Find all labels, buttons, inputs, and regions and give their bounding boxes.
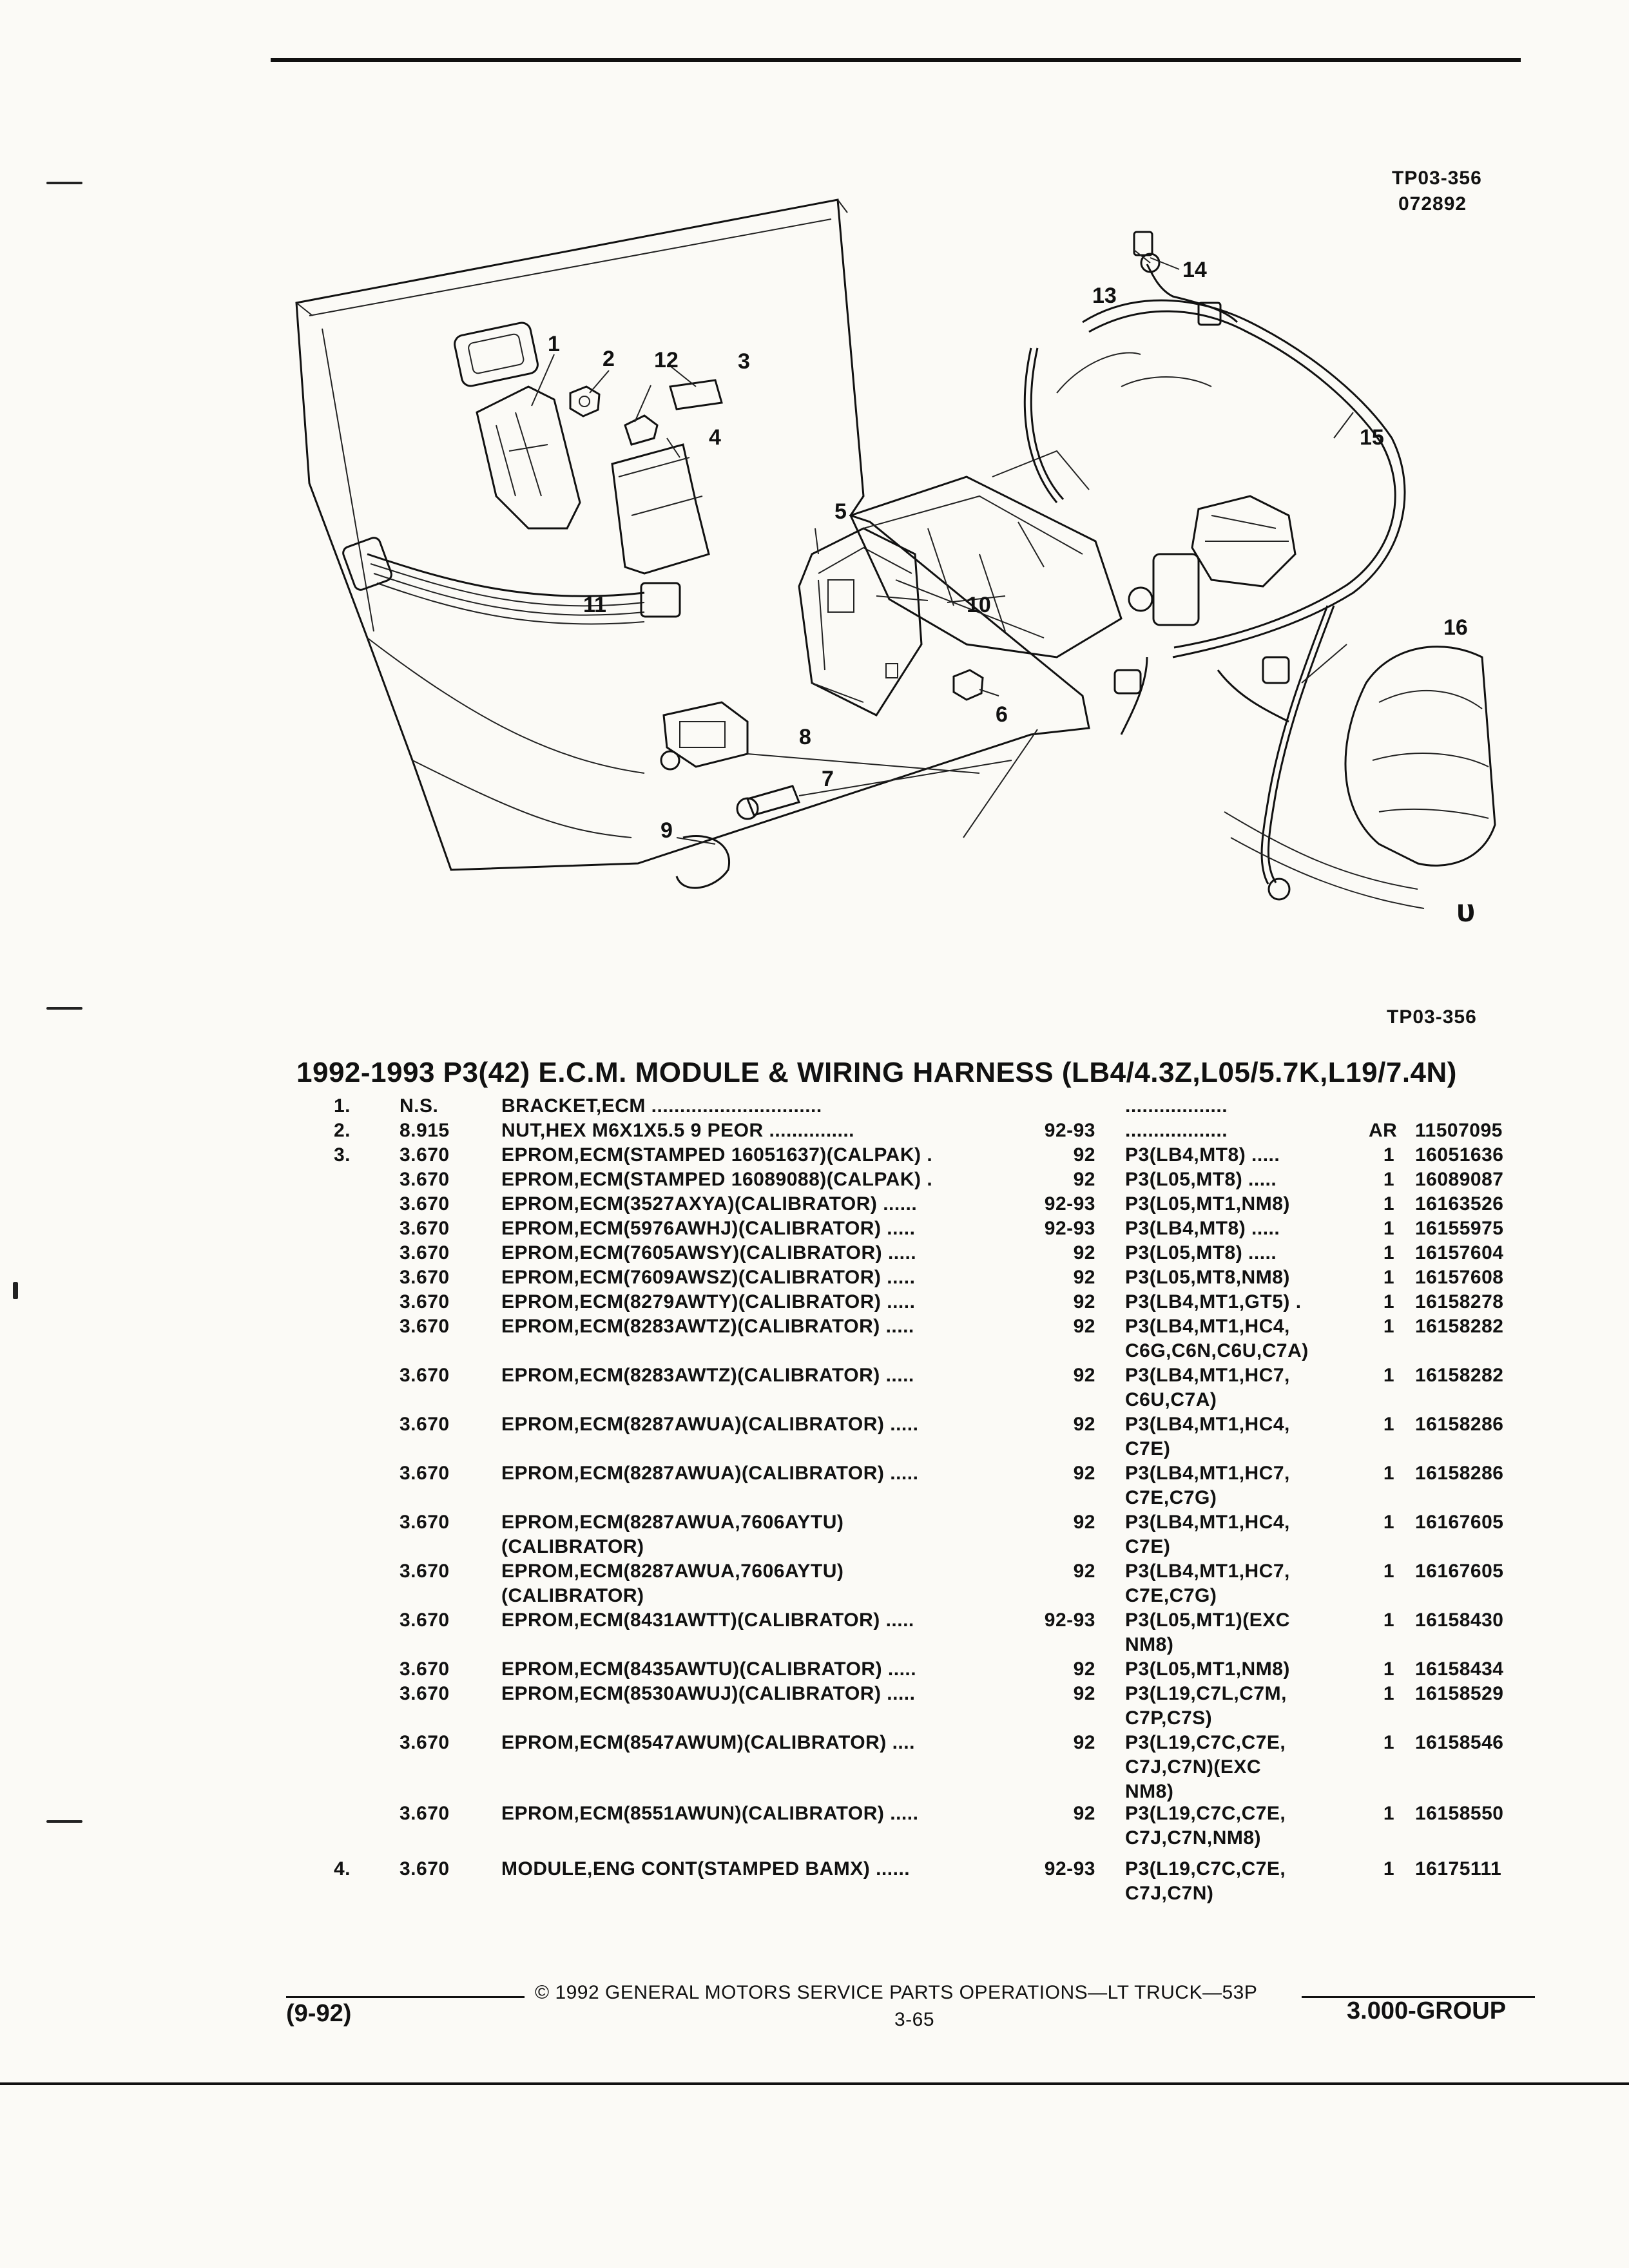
part-desc-name: EPROM [501,1414,574,1435]
corner-glyph: ᴜ [1456,892,1476,928]
group-code: 3.670 [400,1169,450,1190]
quantity: 1 [1383,1169,1394,1190]
margin-mark [46,1007,82,1010]
part-desc-rest: ,ECM(8431AWTT)(CALIBRATOR) [574,1610,880,1631]
part-desc-rest: ,ECM(7605AWSY)(CALIBRATOR) [574,1242,883,1264]
part-desc-rest: ,ECM(3527AXYA)(CALIBRATOR) [574,1193,878,1215]
group-code: 3.670 [400,1193,450,1215]
figure-date-code: 072892 [1398,193,1467,215]
part-desc-dots: ..... [882,1658,917,1680]
group-code: 3.670 [400,1803,450,1824]
part-description [501,1242,916,1264]
figure-ref-top: TP03-356 [1392,168,1482,189]
parts-row [0,1683,1629,1729]
model-year: 92 [1073,1267,1095,1288]
part-number: 16158286 [1415,1414,1504,1435]
part-description [501,1858,910,1880]
application-cont: NM8) [1125,1781,1174,1802]
part-desc-dots: ..... [880,1610,914,1631]
quantity: 1 [1383,1683,1394,1704]
quantity: 1 [1383,1144,1394,1166]
part-description [501,1463,918,1485]
part-desc-rest: ,ECM(5976AWHJ)(CALIBRATOR) [574,1218,882,1239]
application: P3(LB4,MT1,HC7, [1125,1365,1290,1386]
group-code: 3.670 [400,1561,450,1582]
part-number: 16167605 [1415,1561,1504,1582]
group-code: 3.670 [400,1732,450,1753]
part-description [501,1732,915,1754]
application: P3(L05,MT1,NM8) [1125,1658,1290,1680]
parts-row [0,1463,1629,1508]
group-code: 3.670 [400,1463,450,1484]
part-desc-name: EPROM [501,1242,574,1264]
part-desc-dots: ..... [881,1683,916,1704]
part-desc-rest: ,ECM(8283AWTZ)(CALIBRATOR) [574,1316,880,1337]
callout-12: 12 [654,348,679,372]
application: P3(LB4,MT1,HC4, [1125,1512,1290,1533]
quantity: 1 [1383,1316,1394,1337]
group-code: 3.670 [400,1858,450,1879]
part-desc-dots: ..... [881,1218,916,1239]
quantity: 1 [1383,1193,1394,1215]
part-desc-dots: ...... [877,1193,918,1215]
group-code: 3.670 [400,1683,450,1704]
quantity: 1 [1383,1732,1394,1753]
quantity: AR [1369,1120,1398,1141]
part-description [501,1267,915,1289]
application-cont: C6G,C6N,C6U,C7A) [1125,1340,1309,1361]
parts-row [0,1610,1629,1655]
part-desc-rest: ,ECM(8287AWUA)(CALIBRATOR) [574,1463,885,1484]
model-year: 92 [1073,1658,1095,1680]
part-number: 16158434 [1415,1658,1504,1680]
part-number: 16157604 [1415,1242,1504,1264]
application: P3(L19,C7C,C7E, [1125,1732,1286,1753]
part-number: 16158546 [1415,1732,1504,1753]
part-desc-dots: ..... [881,1291,916,1312]
application: P3(LB4,MT8) ..... [1125,1144,1280,1166]
exploded-view-diagram [284,193,1508,954]
callout-16: 16 [1443,615,1468,640]
part-number: 16158278 [1415,1291,1504,1312]
parts-row [0,1095,1629,1120]
model-year: 92 [1073,1365,1095,1386]
parts-row [0,1732,1629,1802]
application-cont: C7J,C7N,NM8) [1125,1827,1262,1849]
part-desc-name: EPROM [501,1561,574,1582]
part-description [501,1095,822,1117]
part-desc-name: EPROM [501,1144,574,1166]
callout-8: 8 [799,725,811,749]
group-code: 3.670 [400,1242,450,1264]
group-code: 3.670 [400,1512,450,1533]
group-code: 3.670 [400,1658,450,1680]
parts-row [0,1193,1629,1218]
part-desc-name: EPROM [501,1463,574,1484]
parts-row [0,1267,1629,1291]
part-desc-name: EPROM [501,1365,574,1386]
model-year: 92-93 [1044,1610,1095,1631]
model-year: 92-93 [1044,1193,1095,1215]
top-rule [271,58,1521,62]
application-cont: NM8) [1125,1634,1174,1655]
quantity: 1 [1383,1365,1394,1386]
application-cont: C7E,C7G) [1125,1487,1217,1508]
footer-page-number: 3-65 [894,2009,935,2030]
callout-4: 4 [709,425,721,450]
application: P3(L05,MT8) ..... [1125,1169,1277,1190]
part-desc-name: EPROM [501,1658,574,1680]
part-desc-name: EPROM [501,1193,574,1215]
part-desc-rest: ,ECM(8287AWUA,7606AYTU) [574,1561,844,1582]
item-number: 2. [334,1120,351,1141]
section-title: 1992-1993 P3(42) E.C.M. MODULE & WIRING HARNESS (LB4/4.3Z,L05/5.7K,L19/7.4N) [296,1057,1457,1088]
application: P3(LB4,MT1,HC7, [1125,1561,1290,1582]
item-number: 1. [334,1095,351,1117]
parts-row [0,1512,1629,1557]
model-year: 92-93 [1044,1120,1095,1141]
model-year: 92 [1073,1683,1095,1704]
part-desc-dots: ..... [881,1267,916,1288]
part-number: 16158430 [1415,1610,1504,1631]
application: P3(L05,MT8) ..... [1125,1242,1277,1264]
part-desc-rest: ,ECM(8283AWTZ)(CALIBRATOR) [574,1365,880,1386]
part-number: 16158529 [1415,1683,1504,1704]
callout-14: 14 [1182,258,1207,282]
quantity: 1 [1383,1414,1394,1435]
parts-row [0,1169,1629,1193]
model-year: 92-93 [1044,1858,1095,1879]
group-code: 3.670 [400,1291,450,1312]
part-description [501,1683,915,1705]
part-desc-dots: .... [886,1732,915,1753]
group-code: 3.670 [400,1414,450,1435]
quantity: 1 [1383,1291,1394,1312]
part-desc-dots: ..... [884,1414,919,1435]
part-description [501,1512,843,1533]
model-year: 92 [1073,1561,1095,1582]
parts-row [0,1658,1629,1683]
part-desc-name: EPROM [501,1610,574,1631]
quantity: 1 [1383,1858,1394,1879]
application-cont: C7J,C7N)(EXC [1125,1756,1262,1778]
part-desc-dots: ...... [870,1858,911,1879]
callout-5: 5 [834,499,847,524]
part-desc-name: EPROM [501,1732,574,1753]
part-desc-name: EPROM [501,1512,574,1533]
figure-ref-caption: TP03-356 [1387,1006,1477,1028]
part-desc-rest: ,ECM(8551AWUN)(CALIBRATOR) [574,1803,885,1824]
quantity: 1 [1383,1242,1394,1264]
parts-row [0,1218,1629,1242]
footer-date: (9-92) [286,2000,352,2027]
application: P3(L05,MT1)(EXC [1125,1610,1290,1631]
parts-row [0,1414,1629,1459]
part-desc-name: EPROM [501,1316,574,1337]
bottom-rule [0,2082,1629,2085]
parts-row [0,1858,1629,1904]
application: P3(LB4,MT1,HC7, [1125,1463,1290,1484]
application: P3(L05,MT8,NM8) [1125,1267,1290,1288]
quantity: 1 [1383,1803,1394,1824]
part-desc-rest: ,ECM(8547AWUM)(CALIBRATOR) [574,1732,887,1753]
model-year: 92 [1073,1316,1095,1337]
model-year: 92 [1073,1414,1095,1435]
part-description [501,1658,916,1680]
part-desc-rest: ,ECM(8287AWUA,7606AYTU) [574,1512,844,1533]
quantity: 1 [1383,1561,1394,1582]
model-year: 92 [1073,1291,1095,1312]
part-number: 16158550 [1415,1803,1504,1824]
part-description [501,1414,918,1436]
part-description [501,1120,854,1142]
part-desc-rest: ,ECM(STAMPED 16089088)(CALPAK) [574,1169,921,1190]
part-desc-name: MODULE [501,1858,587,1879]
callout-7: 7 [822,767,834,791]
application: P3(LB4,MT1,HC4, [1125,1414,1290,1435]
footer-group: 3.000-GROUP [1347,1997,1507,2024]
group-code: 3.670 [400,1267,450,1288]
part-desc-rest: ,ECM(8279AWTY)(CALIBRATOR) [574,1291,882,1312]
part-desc-dots: ............... [763,1120,855,1141]
part-desc-rest: ,ECM(STAMPED 16051637)(CALPAK) [574,1144,921,1166]
application-cont: C6U,C7A) [1125,1389,1217,1410]
part-desc-rest: ,ENG CONT(STAMPED BAMX) [587,1858,871,1879]
part-number: 16167605 [1415,1512,1504,1533]
callout-10: 10 [967,593,991,617]
application-cont: C7P,C7S) [1125,1707,1213,1729]
quantity: 1 [1383,1658,1394,1680]
part-desc-name: EPROM [501,1683,574,1704]
quantity: 1 [1383,1610,1394,1631]
parts-row [0,1242,1629,1267]
parts-row [0,1291,1629,1316]
application-cont: C7E,C7G) [1125,1585,1217,1606]
part-description [501,1291,915,1313]
application: P3(LB4,MT1,HC4, [1125,1316,1290,1337]
item-number: 4. [334,1858,351,1879]
application: P3(LB4,MT1,GT5) . [1125,1291,1302,1312]
part-desc-rest: ,HEX M6X1X5.5 9 PEOR [539,1120,764,1141]
part-desc-dots: . [921,1169,933,1190]
application: P3(LB4,MT8) ..... [1125,1218,1280,1239]
part-desc-dots: . [921,1144,933,1166]
application: .................. [1125,1120,1228,1141]
part-number: 16158286 [1415,1463,1504,1484]
part-number: 11507095 [1415,1120,1503,1141]
part-desc-rest: ,ECM [595,1095,646,1117]
part-desc-dots: ..... [882,1242,917,1264]
part-number: 16157608 [1415,1267,1504,1288]
model-year: 92 [1073,1512,1095,1533]
part-number: 16158282 [1415,1365,1504,1386]
group-code: 3.670 [400,1365,450,1386]
part-desc-rest: ,ECM(7609AWSZ)(CALIBRATOR) [574,1267,882,1288]
callout-13: 13 [1092,284,1117,308]
application: P3(L19,C7C,C7E, [1125,1858,1286,1879]
model-year: 92 [1073,1144,1095,1166]
group-code: 3.670 [400,1610,450,1631]
application: P3(L05,MT1,NM8) [1125,1193,1290,1215]
part-number: 16158282 [1415,1316,1504,1337]
part-description [501,1610,914,1631]
parts-row [0,1120,1629,1144]
callout-6: 6 [996,702,1008,727]
part-desc-name: EPROM [501,1169,574,1190]
callout-3: 3 [738,349,750,374]
footer-rule-left [286,1996,525,1998]
quantity: 1 [1383,1218,1394,1239]
callout-15: 15 [1360,425,1384,450]
part-number: 16163526 [1415,1193,1504,1215]
group-code: 3.670 [400,1218,450,1239]
parts-row [0,1365,1629,1410]
part-desc-dots: ..... [880,1365,914,1386]
group-code: 3.670 [400,1144,450,1166]
part-number: 16155975 [1415,1218,1504,1239]
group-code: 3.670 [400,1316,450,1337]
part-description [501,1144,932,1166]
model-year: 92 [1073,1732,1095,1753]
model-year: 92 [1073,1803,1095,1824]
part-description [501,1169,932,1191]
model-year: 92-93 [1044,1218,1095,1239]
group-code: N.S. [400,1095,439,1117]
application: P3(L19,C7L,C7M, [1125,1683,1287,1704]
application: .................. [1125,1095,1228,1117]
item-number: 3. [334,1144,351,1166]
part-desc-name: EPROM [501,1267,574,1288]
part-desc-rest: ,ECM(8530AWUJ)(CALIBRATOR) [574,1683,882,1704]
footer-copyright: © 1992 GENERAL MOTORS SERVICE PARTS OPERATIONS—LT TRUCK—53P [535,1982,1258,2003]
part-desc-name: NUT [501,1120,540,1141]
parts-row [0,1316,1629,1361]
margin-mark [46,182,82,184]
callout-2: 2 [602,347,615,371]
parts-row [0,1144,1629,1169]
quantity: 1 [1383,1512,1394,1533]
quantity: 1 [1383,1463,1394,1484]
group-code: 8.915 [400,1120,450,1141]
part-desc-name: EPROM [501,1291,574,1312]
model-year: 92 [1073,1169,1095,1190]
part-desc-name: EPROM [501,1803,574,1824]
quantity: 1 [1383,1267,1394,1288]
part-number: 16089087 [1415,1169,1504,1190]
application-cont: C7J,C7N) [1125,1883,1214,1904]
callout-11: 11 [583,593,606,617]
part-description [501,1193,917,1215]
part-desc-dots: .............................. [645,1095,822,1117]
model-year: 92 [1073,1463,1095,1484]
part-desc-name: EPROM [501,1218,574,1239]
model-year: 92 [1073,1242,1095,1264]
part-desc-dots: ..... [884,1463,919,1484]
part-desc-dots: ..... [884,1803,919,1824]
part-description-cont: (CALIBRATOR) [501,1585,644,1606]
application: P3(L19,C7C,C7E, [1125,1803,1286,1824]
part-description [501,1218,915,1240]
part-desc-dots: ..... [880,1316,914,1337]
callout-1: 1 [548,332,560,356]
part-desc-rest: ,ECM(8435AWTU)(CALIBRATOR) [574,1658,883,1680]
part-desc-rest: ,ECM(8287AWUA)(CALIBRATOR) [574,1414,885,1435]
part-desc-name: BRACKET [501,1095,596,1117]
part-number: 16175111 [1415,1858,1502,1879]
part-description-cont: (CALIBRATOR) [501,1536,644,1557]
part-number: 16051636 [1415,1144,1504,1166]
parts-row [0,1561,1629,1606]
callout-9: 9 [660,818,673,843]
application-cont: C7E) [1125,1438,1171,1459]
part-description [501,1365,914,1387]
part-description [501,1316,914,1338]
part-description [501,1561,843,1582]
parts-row [0,1803,1629,1849]
application-cont: C7E) [1125,1536,1171,1557]
part-description [501,1803,918,1825]
